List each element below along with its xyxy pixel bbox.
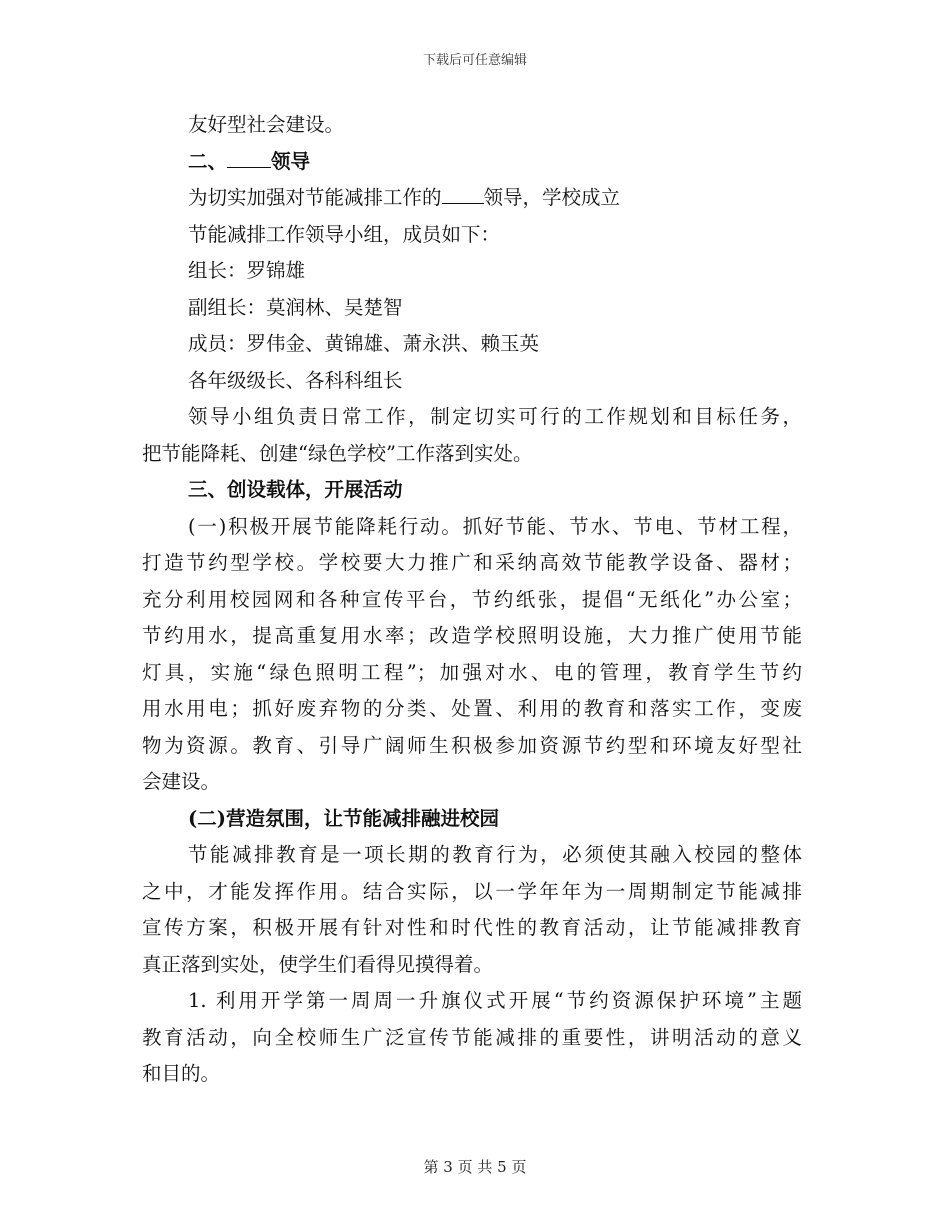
text-line: [142, 180, 802, 217]
text-line: 节能减排教育是一项长期的教育行为，必须使其融入校园的整体: [188, 843, 802, 866]
text-line: 领导小组负责日常工作，制定切实可行的工作规划和目标任务，: [188, 405, 802, 428]
text-line: 成员：罗伟金、黄锦雄、萧永洪、赖玉英: [188, 332, 540, 355]
text-line: 和目的。: [142, 1062, 221, 1085]
text-line: 充分利用校园网和各种宣传平台，节约纸张，提倡“无纸化”办公室；: [142, 587, 802, 611]
text-line: 友好型社会建设。: [188, 113, 345, 136]
section-heading: 三、创设载体，开展活动: [188, 478, 403, 501]
page-header: 下载后可任意编辑: [422, 53, 527, 68]
text-line: 组长：罗锦雄: [188, 259, 306, 282]
text-line: 把节能降耗、创建“绿色学校”工作落到实处。: [142, 441, 533, 465]
fill-in-blank: [442, 183, 484, 204]
document-body: [142, 107, 802, 1093]
text-line: 物为资源。教育、引导广阔师生积极参加资源节约型和环境友好型社: [142, 733, 802, 757]
text-line: 1. 利用开学第一周周一升旗仪式开展“节约资源保护环境”主题: [188, 989, 802, 1012]
text-line: 打造节约型学校。学校要大力推广和采纳高效节能教学设备、器材；: [142, 551, 802, 574]
line-text-tail: 领导，学校成立: [483, 186, 621, 209]
text-line: 节能减排工作领导小组，成员如下：: [188, 222, 501, 246]
text-line: 灯具，实施“绿色照明工程”；加强对水、电的管理，教育学生节约: [142, 660, 802, 684]
section-heading: [142, 144, 802, 181]
text-line: 用水用电；抓好废弃物的分类、处置、利用的教育和落实工作，变废: [142, 697, 802, 720]
text-line: 教育活动，向全校师生广泛宣传节能减排的重要性，讲明活动的意义: [142, 1025, 802, 1049]
text-line: (一)积极开展节能降耗行动。抓好节能、节水、节电、节材工程，: [188, 514, 802, 538]
line-text: 二、: [188, 149, 228, 173]
page-footer: 第 3 页 共 5 页: [423, 1158, 527, 1176]
fill-in-blank: [227, 147, 271, 168]
text-line: 副组长：莫润林、吴楚智: [188, 295, 403, 319]
section-heading: (二)营造氛围，让节能减排融进校园: [188, 806, 499, 830]
text-line: 会建设。: [142, 770, 221, 793]
text-line: 之中，才能发挥作用。结合实际，以一学年年为一周期制定节能减排: [142, 879, 802, 903]
line-text: 为切实加强对节能减排工作的: [188, 186, 442, 209]
text-line: 宣传方案，积极开展有针对性和时代性的教育活动，让节能减排教育: [142, 916, 802, 939]
text-line: 节约用水，提高重复用水率；改造学校照明设施，大力推广使用节能: [142, 624, 802, 647]
text-line: 各年级级长、各科科组长: [188, 368, 403, 392]
line-text-tail: 领导: [271, 149, 311, 173]
text-line: 真正落到实处，使学生们看得见摸得着。: [142, 952, 494, 976]
